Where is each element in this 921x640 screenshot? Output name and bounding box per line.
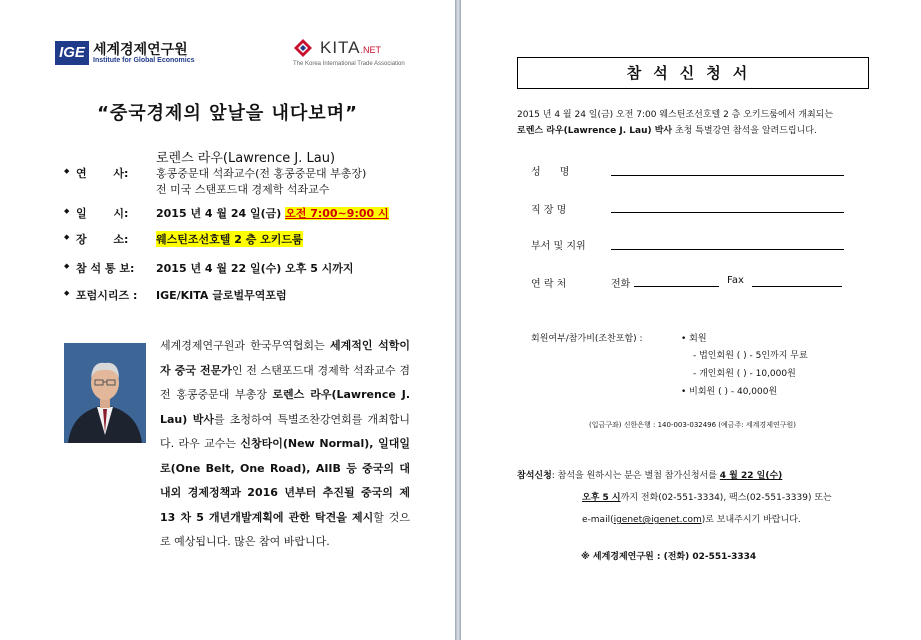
phone-field-line[interactable] [634,286,719,287]
kita-subtitle: The Korea International Trade Association [293,61,405,67]
speaker-name: 로렌스 라우(Lawrence J. Lau) [156,151,336,166]
kita-logo-icon [293,38,313,58]
apply-label: 참석신청 [517,471,552,481]
bullet-icon: ◆ [64,233,70,241]
speaker-title-2: 전 미국 스탠포드대 경제학 석좌교수 [156,183,330,196]
notice-label: 참 석 통 보: [76,262,135,275]
bank-account: (입금구좌) 신한은행 : 140-003-032496 (예금주: 세계경제연구원) [589,421,796,429]
speaker-label: 연 사: [76,167,129,180]
fax-label: Fax [727,275,744,286]
position-field-line[interactable] [611,249,844,250]
bullet-icon: ◆ [64,167,70,175]
notice-value: 2015 년 4 월 22 일(수) 오후 5 시까지 [156,262,354,275]
fax-field-line[interactable] [752,286,842,287]
ige-name: 세계경제연구원 [93,42,188,58]
ige-subtitle: Institute for Global Economics [93,57,195,64]
form-intro: 2015 년 4 월 24 일(금) 오전 7:00 웨스틴조선호텔 2 층 오키드룸에서 개최되는 로렌스 라우(Lawrence J. Lau) 박사 초청 특별강연 참석을 알려드립니다. [517,110,834,136]
fee-individual[interactable]: - 개인회원 ( ) - 10,000원 [693,369,796,379]
left-page [0,0,455,640]
bullet-icon: ◆ [64,289,70,297]
contact-info: ※ 세계경제연구원 : (전화) 02-551-3334 [581,552,757,562]
fee-member: • 회원 [681,334,707,344]
workplace-field-line[interactable] [611,212,844,213]
bullet-icon: ◆ [64,262,70,270]
application-info: 참석신청: 참석을 원하시는 분은 별첨 참가신청서를 4 월 22 일(수) 오후 5 시까지 전화(02-551-3334), 팩스(02-551-3339) 또는 e-mail(igenet@igenet.com)로 보내주시기 바랍니다. [517,471,832,525]
fee-nonmember[interactable]: • 비회원 ( ) - 40,000원 [681,387,778,397]
phone-label: 전화 [611,279,631,290]
position-field-label: 부서 및 지위 [531,241,586,252]
date-label: 일 시: [76,207,129,220]
venue-value: 웨스틴조선호텔 2 층 오키드룸 [156,233,303,246]
event-description: 세계경제연구원과 한국무역협회는 세계적인 석학이자 중국 전문가인 전 스탠포드대 경제학 석좌교수 겸 전 홍콩중문대 부총장 로렌스 라우(Lawrence J. Lau) 박사를 초청하여 특별조찬강연회를 개최합니다. 라우 교수는 신창타이(New Normal), 일대일로(One Belt, One Road), AIIB 등 중국의 대내외 경제정책과 2016 년부터 추진될 중국의 제 13 차 5 개년개발계획에 관한 탁견을 제시할 것으로 예상됩니다. 많은 참여 바랍니다. [160,339,410,548]
time-value: 오전 7:00~9:00 시 [285,207,389,220]
deadline-date: 4 월 22 일(수) [719,471,783,481]
speaker-title-1: 홍콩중문대 석좌교수(전 홍콩중문대 부총장) [156,167,367,180]
contact-field-label: 연 락 처 [531,279,567,290]
email-link[interactable]: igenet@igenet.com [613,515,702,525]
workplace-field-label: 직 장 명 [531,205,567,216]
series-value: IGE/KITA 글로벌무역포럼 [156,289,287,302]
date-value: 2015 년 4 월 24 일(금) 오전 7:00~9:00 시 [156,207,389,220]
speaker-photo [64,343,146,443]
bullet-icon: ◆ [64,207,70,215]
venue-label: 장 소: [76,233,129,246]
right-page [461,0,921,640]
fee-label: 회원여부/참가비(조찬포함) : [531,334,643,344]
ige-logo-mark: IGE [55,41,89,65]
event-title: “중국경제의 앞날을 내다보며” [97,103,358,124]
name-field-label: 성 명 [531,167,570,178]
deadline-time: 오후 5 시 [582,493,621,503]
kita-name: KITA.NET [320,38,382,57]
fee-corporate[interactable]: - 법인회원 ( ) - 5인까지 무료 [693,351,808,361]
name-field-line[interactable] [611,175,844,176]
form-title: 참석신청서 [517,57,869,89]
series-label: 포럼시리즈 : [76,289,138,302]
